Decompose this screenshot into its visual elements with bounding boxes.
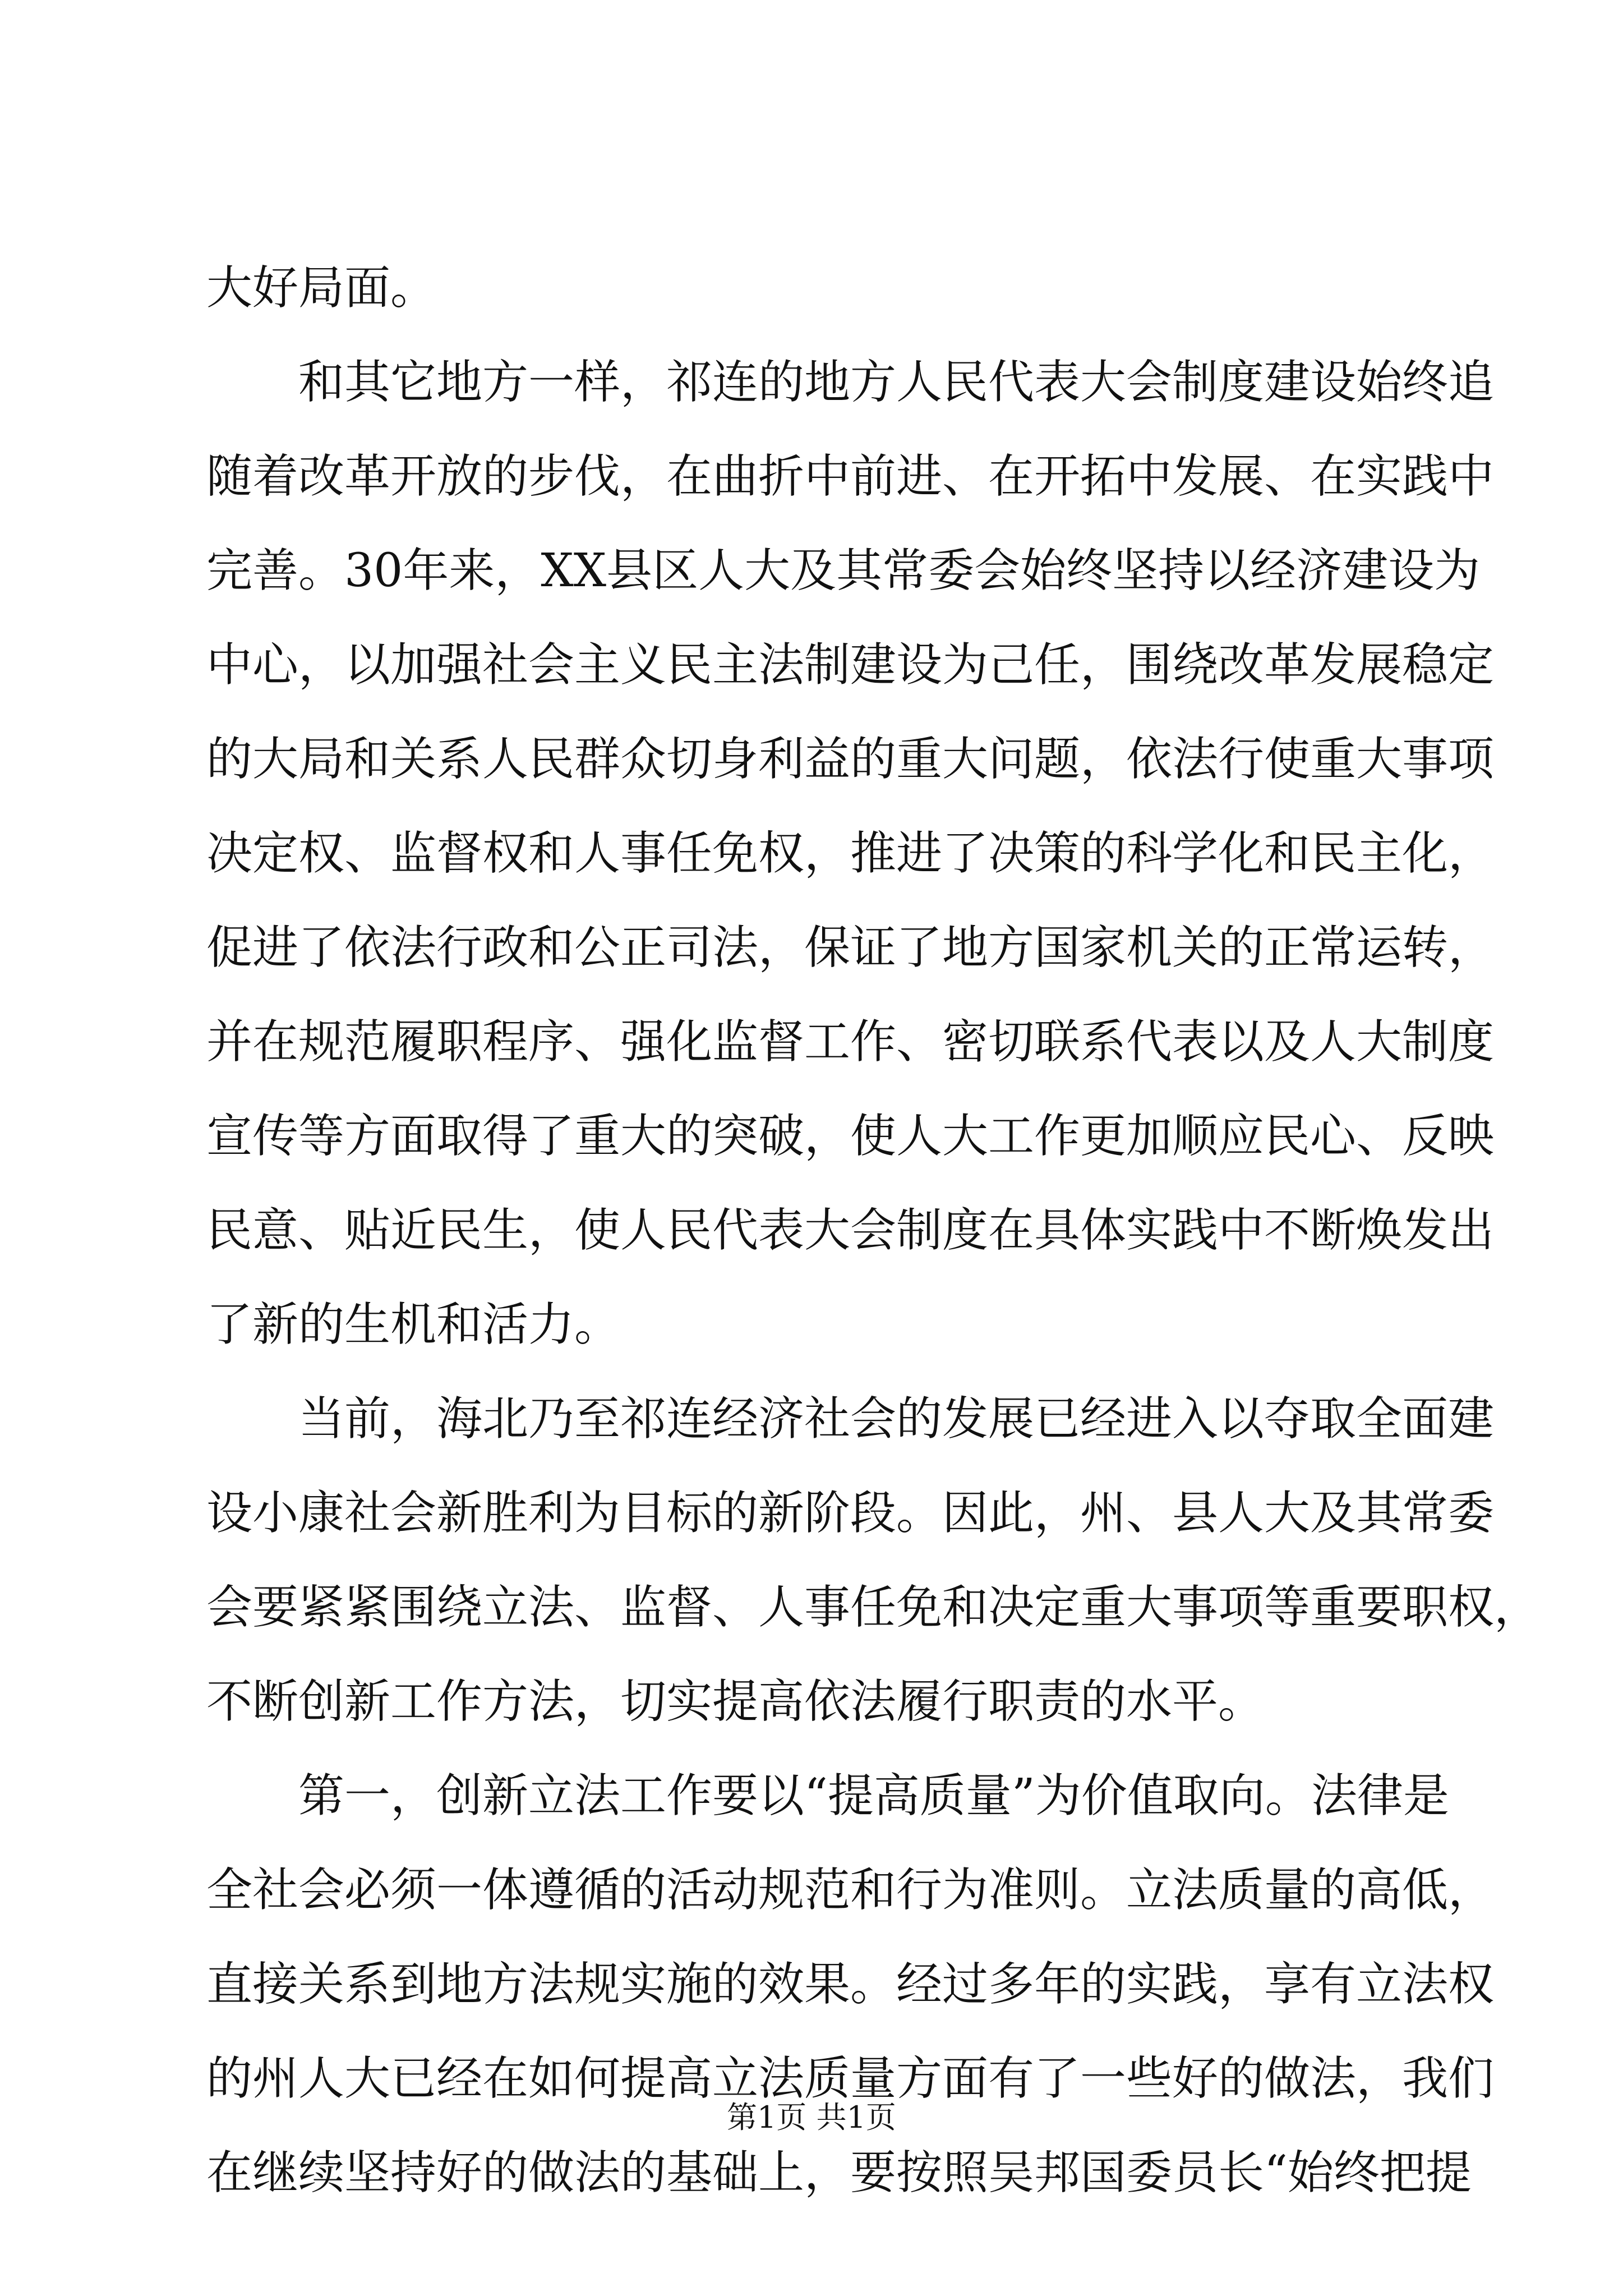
text-line: 了新的生机和活力。 <box>206 1298 621 1351</box>
page-footer: 第1页 共1页 <box>727 2100 896 2135</box>
text-line: 宣传等方面取得了重大的突破，使人大工作更加顺应民心、反映 <box>206 1110 1495 1163</box>
text-line: 的州人大已经在如何提高立法质量方面有了一些好的做法，我们 <box>206 2052 1495 2105</box>
text-line: 不断创新工作方法，切实提高依法履行职责的水平。 <box>206 1675 1265 1728</box>
paragraph-first-line: 当前，海北乃至祁连经济社会的发展已经进入以夺取全面建 <box>298 1392 1495 1446</box>
paragraph-first-line: 和其它地方一样，祁连的地方人民代表大会制度建设始终追 <box>298 356 1495 409</box>
text-line: 并在规范履职程序、强化监督工作、密切联系代表以及人大制度 <box>206 1015 1495 1069</box>
body-text <box>206 241 1541 2220</box>
paragraph-first-line: 第一，创新立法工作要以“提高质量”为价值取向。法律是 <box>298 1769 1449 1823</box>
text-line: 大好局面。 <box>206 261 437 315</box>
text-line: 促进了依法行政和公正司法，保证了地方国家机关的正常运转， <box>206 921 1495 974</box>
text-line: 的大局和关系人民群众切身利益的重大问题，依法行使重大事项 <box>206 733 1495 786</box>
text-line: 设小康社会新胜利为目标的新阶段。因此，州、县人大及其常委 <box>206 1487 1495 1540</box>
text-line: 决定权、监督权和人事任免权，推进了决策的科学化和民主化， <box>206 827 1495 880</box>
text-line: 全社会必须一体遵循的活动规范和行为准则。立法质量的高低， <box>206 1864 1495 1917</box>
text-line: 随着改革开放的步伐，在曲折中前进、在开拓中发展、在实践中 <box>206 450 1495 503</box>
text-line: 中心，以加强社会主义民主法制建设为己任，围绕改革发展稳定 <box>206 638 1495 692</box>
text-line: 在继续坚持好的做法的基础上，要按照吴邦国委员长“始终把提 <box>206 2146 1472 2200</box>
text-line: 会要紧紧围绕立法、监督、人事任免和决定重大事项等重要职权， <box>206 1581 1541 1634</box>
text-line: 完善。30年来，XX县区人大及其常委会始终坚持以经济建设为 <box>206 544 1481 597</box>
text-line: 直接关系到地方法规实施的效果。经过多年的实践，享有立法权 <box>206 1958 1495 2011</box>
text-line: 民意、贴近民生，使人民代表大会制度在具体实践中不断焕发出 <box>206 1204 1495 1257</box>
